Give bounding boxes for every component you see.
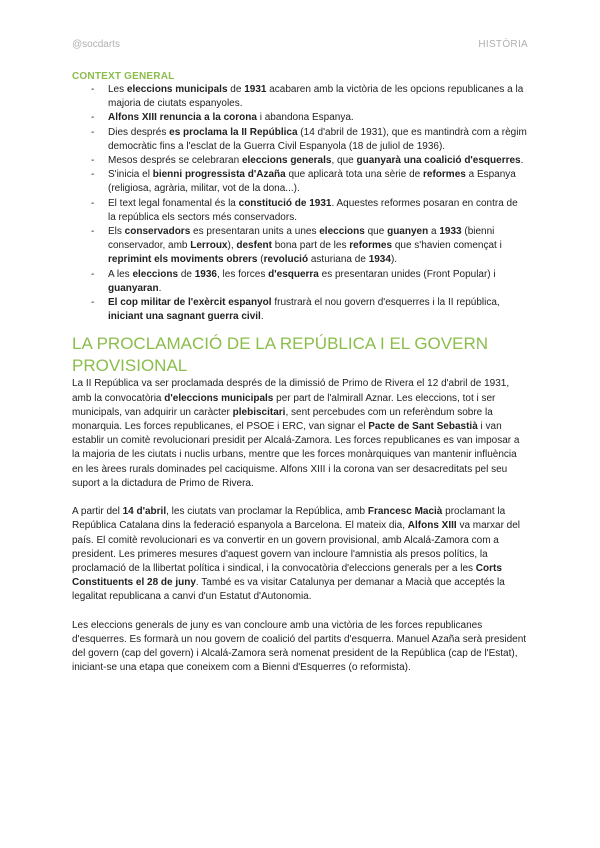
- text-run: .: [260, 311, 264, 323]
- context-item: [72, 168, 528, 196]
- text-run: de: [178, 268, 195, 280]
- text-run: Els: [108, 226, 125, 238]
- bold-text: Pacte de Sant Sebastià: [368, 421, 478, 433]
- text-run: i van establir un comitè revolucionari presidit per Alcalá-Zamora. Les forces republicanes es van imposar a la majoria de les ciutats i nuclis urbans, mentre que les forces monàrquiques van mantenir influència en les àrees rurals dominades pel caciquisme. Alfons XIII i la corona van ser desacreditats pel seu suport a la dictadura de Primo de Rivera.: [72, 421, 520, 489]
- text-run: La II República va ser proclamada després de la dimissió de Primo de Rivera el 12 d'abril de 1931, amb la convocatòria: [72, 378, 510, 404]
- text-run: es presentaran unides (Front Popular) i: [318, 268, 496, 280]
- text-run: de: [227, 84, 245, 95]
- text-run: A partir del: [72, 506, 123, 518]
- section-paragraph: [72, 505, 528, 604]
- bold-text: plebiscitari: [232, 406, 286, 418]
- text-run: a Espanya (religiosa, agrària, militar, vot de la dona...).: [108, 169, 516, 195]
- bold-text: Francesc Macià: [367, 506, 443, 518]
- bold-text: conservadors: [124, 226, 191, 238]
- header-author: @socdarts: [72, 39, 120, 50]
- text-run: frustrarà el nou govern d'esquerres i la II república,: [271, 297, 500, 309]
- bold-text: reformes: [349, 240, 393, 252]
- document-body: [72, 70, 528, 676]
- text-run: (bienni conservador, amb: [108, 226, 495, 252]
- text-run: ),: [227, 240, 237, 252]
- bold-text: 1934: [368, 254, 391, 266]
- context-item: [72, 83, 528, 111]
- text-run: ).: [390, 254, 398, 266]
- context-item: [72, 225, 528, 268]
- bold-text: 1936: [194, 268, 217, 280]
- text-run: . També es va visitar Catalunya per demanar a Macià que acceptés la legalitat republicana a canvi d'un Estatut d'Autonomia.: [72, 577, 505, 603]
- text-run: Mesos després se celebraran: [108, 155, 242, 167]
- bold-text: Lerroux: [190, 240, 228, 252]
- context-title: CONTEXT GENERAL: [72, 71, 175, 82]
- text-run: que: [364, 226, 388, 238]
- text-run: acabaren amb la victòria de les opcions republicanes a la majoria de ciutats espanyoles.: [108, 84, 524, 110]
- text-run: a: [428, 226, 440, 238]
- header-subject: HISTÒRIA: [478, 39, 528, 50]
- bold-text: constitució de 1931: [238, 197, 332, 209]
- text-run: .: [520, 155, 524, 167]
- bold-text: eleccions: [319, 226, 365, 238]
- text-run: Dies després: [108, 126, 170, 138]
- bold-text: Corts Constituents el 28 de juny: [72, 563, 502, 589]
- text-run: S'inicia el: [108, 169, 153, 181]
- text-run: per part de l'almirall Aznar. Les eleccions, tot i ser municipals, van adquirir un caràcter: [72, 392, 496, 418]
- bold-text: 1933: [439, 226, 462, 238]
- text-run: , sent percebudes com un referèndum sobre la monarquia. Les forces republicanes, el PSOE i ERC, van signar el: [72, 406, 493, 433]
- bold-text: reprimint els moviments obrers: [108, 254, 258, 266]
- bold-text: d'eleccions municipals: [164, 392, 274, 404]
- context-item: [72, 296, 528, 324]
- text-run: proclamant la República Catalana dins la federació espanyola a Barcelona. El mateix dia,: [72, 506, 506, 532]
- bold-text: iniciant una sagnant guerra civil: [108, 311, 261, 323]
- bold-text: Alfons XIII renuncia a la corona: [108, 112, 257, 124]
- bold-text: revolució: [263, 254, 309, 266]
- context-item: [72, 126, 528, 154]
- bold-text: guanyaran: [108, 282, 159, 294]
- text-run: , que: [331, 155, 357, 167]
- text-run: i abandona Espanya.: [256, 112, 354, 124]
- text-run: que s'havien començat i: [392, 240, 502, 252]
- context-item: [72, 268, 528, 296]
- text-run: es presentaran units a unes: [190, 226, 320, 238]
- bold-text: eleccions generals: [241, 155, 332, 167]
- section-paragraph: [72, 377, 528, 491]
- text-run: va marxar del país. El comitè revolucionari es va convertir en un govern provisional, amb Alcalá-Zamora com a president. Les primeres mesures d'aquest govern van incloure l'amnistia als presos polítics, la proclamació de la llibertat política i sindical, i la convocatòria d'eleccions generals per a les: [72, 520, 521, 575]
- text-run: que aplicarà tota una sèrie de: [285, 169, 424, 181]
- bold-text: guanyarà una coalició d'esquerres: [356, 155, 521, 167]
- bold-text: eleccions: [132, 268, 179, 280]
- text-run: bona part de les: [271, 240, 350, 252]
- bold-text: es proclama la II República: [169, 126, 298, 138]
- text-run: (: [257, 254, 264, 266]
- text-run: El text legal fonamental és la: [108, 197, 239, 209]
- text-run: Les: [108, 84, 127, 95]
- text-run: .: [158, 282, 162, 294]
- bold-text: desfent: [236, 240, 272, 252]
- bold-text: 1931: [244, 84, 267, 95]
- text-run: A les: [108, 268, 133, 280]
- text-run: . Aquestes reformes posaran en contra de la república els sectors més conservadors.: [108, 197, 518, 223]
- bold-text: eleccions municipals: [126, 84, 228, 95]
- bold-text: reformes: [423, 169, 466, 181]
- text-run: , les forces: [217, 268, 269, 280]
- context-item: [72, 111, 528, 125]
- context-item: [72, 197, 528, 225]
- text-run: (14 d'abril de 1931), que es mantindrà com a règim democràtic fins a l'esclat de la Guerra Civil Espanyola (18 de juliol de 1936).: [108, 126, 527, 152]
- bold-text: 14 d'abril: [122, 506, 167, 518]
- context-item: [72, 154, 528, 168]
- bold-text: bienni progressista d'Azaña: [152, 169, 286, 181]
- section-paragraph: [72, 619, 528, 676]
- text-run: asturiana de: [308, 254, 369, 266]
- text-run: , les ciutats van proclamar la República, amb: [166, 506, 368, 518]
- bold-text: d'esquerra: [268, 268, 319, 280]
- bold-text: El cop militar de l'exèrcit espanyol: [108, 297, 272, 309]
- bold-text: Alfons XIII: [407, 520, 457, 532]
- section-heading: LA PROCLAMACIÓ DE LA REPÚBLICA I EL GOVERN PROVISIONAL: [72, 334, 489, 376]
- context-list: [72, 83, 528, 324]
- bold-text: guanyen: [387, 226, 429, 238]
- text-run: Les eleccions generals de juny es van concloure amb una victòria de les forces republicanes d'esquerres. Es formarà un nou govern de coalició del partits d'esquerra. Manuel Azaña serà president del govern (cap del govern) i Alcalá-Zamora serà nomenat president de la República (cap de l'Estat), iniciant-se una etapa que coneixem com a Bienni d'Esquerres (o reformista).: [72, 619, 527, 674]
